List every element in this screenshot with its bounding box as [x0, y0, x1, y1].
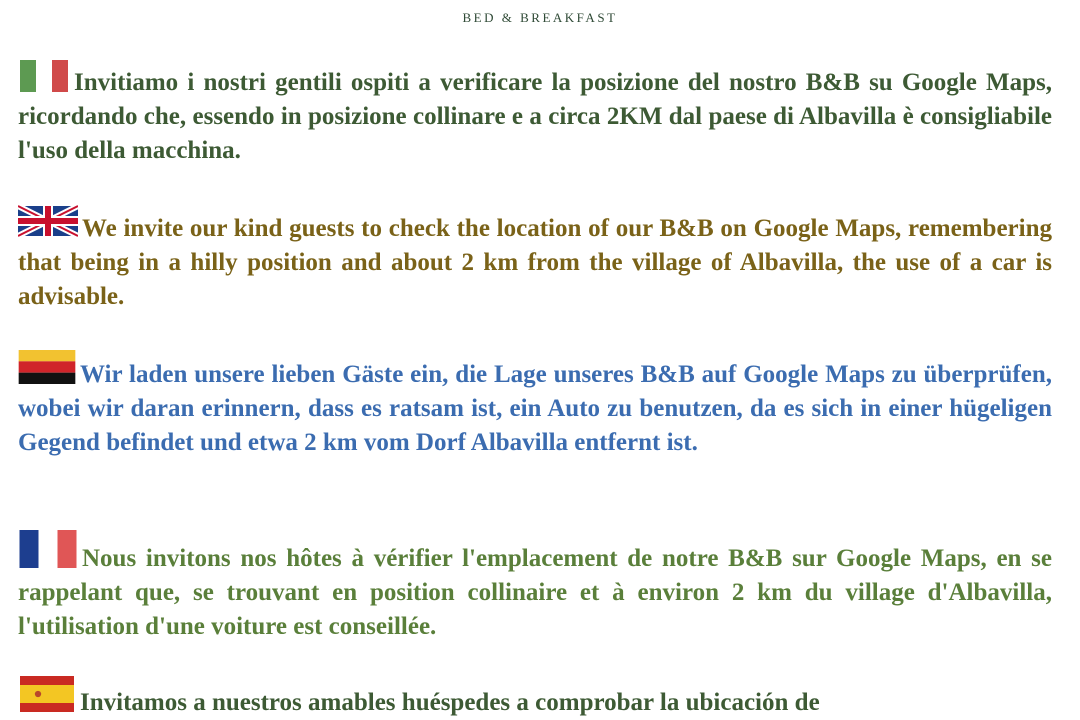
uk-flag-icon — [18, 204, 78, 238]
paragraph-italian — [18, 60, 1052, 168]
italy-flag-icon — [18, 60, 70, 92]
germany-flag-icon — [18, 350, 76, 384]
brand-header: BED & BREAKFAST — [462, 10, 618, 25]
spain-flag-icon — [18, 676, 76, 712]
paragraph-english-text: We invite our kind guests to check the location of our B&B on Google Maps, remembering that being in a hilly position and about 2 km from the village of Albavilla, the use of a car is advisable. — [18, 215, 1052, 310]
paragraph-french — [18, 530, 1052, 644]
paragraph-french-text: Nous invitons nos hôtes à vérifier l'emplacement de notre B&B sur Google Maps, en se rappelant que, se trouvant en position collinaire et à environ 2 km du village d'Albavilla, l'utilisation d'une voiture est conseillée. — [18, 545, 1052, 640]
paragraph-english — [18, 204, 1052, 314]
paragraph-italian-text: Invitiamo i nostri gentili ospiti a verificare la posizione del nostro B&B su Google Maps, ricordando che, essendo in posizione collinare e a circa 2KM dal paese di Albavilla è consigliabile l'uso della macchina. — [18, 69, 1052, 164]
paragraph-german-text: Wir laden unsere lieben Gäste ein, die Lage unseres B&B auf Google Maps zu überprüfen, wobei wir daran erinnern, dass es ratsam ist, ein Auto zu benutzen, da es sich in einer hügeligen Gegend befindet und etwa 2 km vom Dorf Albavilla entfernt ist. — [18, 361, 1052, 456]
paragraph-spanish-text: Invitamos a nuestros amables huéspedes a comprobar la ubicación de — [80, 689, 820, 716]
france-flag-icon — [18, 530, 78, 568]
paragraph-german — [18, 350, 1052, 460]
paragraph-spanish — [18, 676, 1052, 720]
